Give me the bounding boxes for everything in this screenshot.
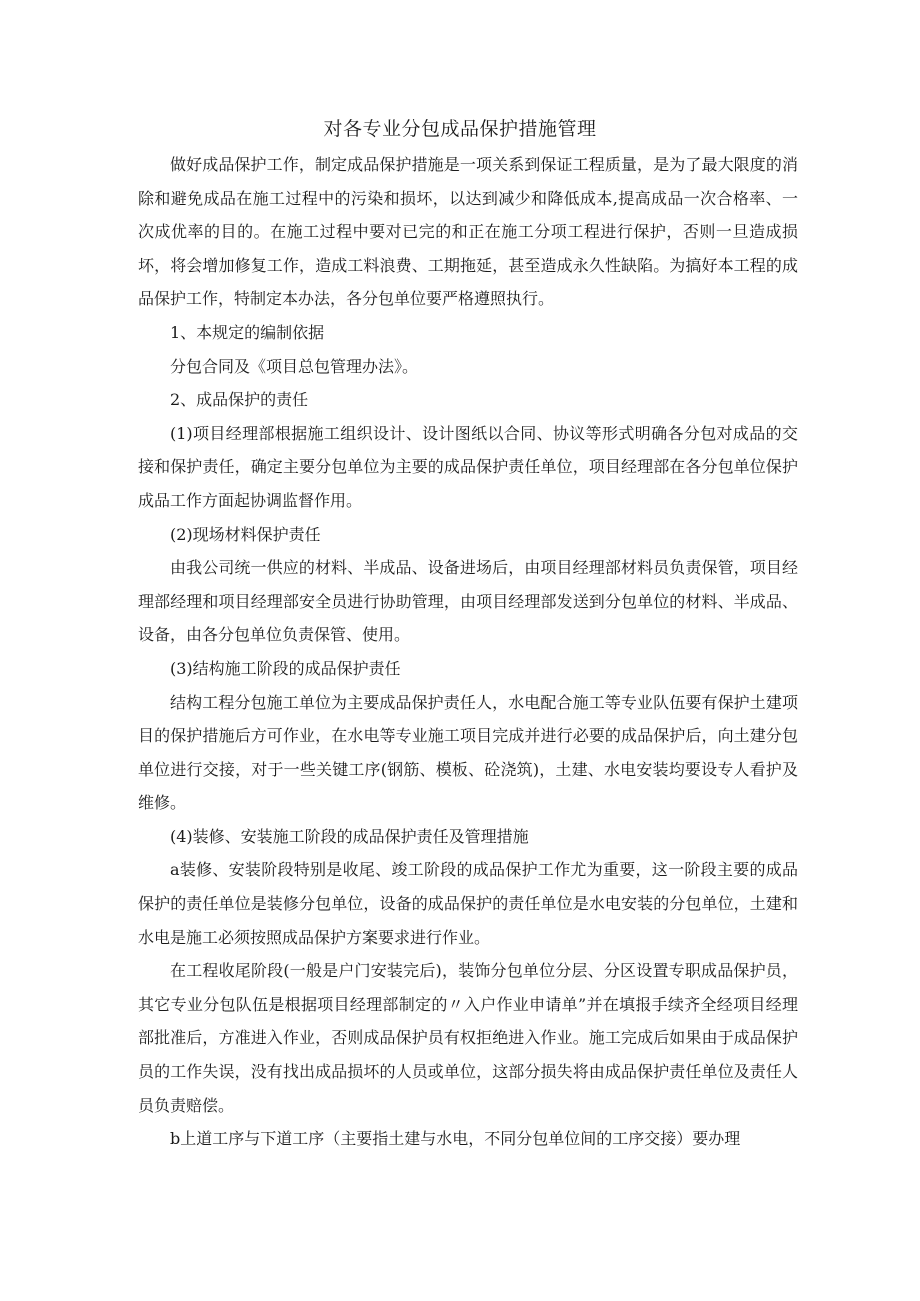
paragraph-item-b: b上道工序与下道工序（主要指土建与水电，不同分包单位间的工序交接）要办理 [170, 1129, 741, 1149]
paragraph-basis: 分包合同及《项目总包管理办法》。 [170, 356, 419, 376]
paragraph-closing-stage: 在工程收尾阶段(一般是户门安装完后)，装饰分包单位分层、分区设置专职成品保护员，其它专业分包队伍是根据项目经理部制定的〃入户作业申请单”并在填报手续齐全经项目经理部批准后，方准进入作业，否则成品保护员有权拒绝进入作业。施工完成后如果由于成品保护员的工作失误，没有找出成品损坏的人员或单位，这部分损失将由成品保护责任单位及责任人员负责赔偿。 [138, 961, 798, 1115]
section-heading-1: 1、本规定的编制依据 [170, 322, 325, 342]
paragraph-structure: 结构工程分包施工单位为主要成品保护责任人，水电配合施工等专业队伍要有保护土建项目的保护措施后方可作业，在水电等专业施工项目完成并进行必要的成品保护后，向土建分包单位进行交接，对于一些关键工序(钢筋、模板、砼浇筑)，土建、水电安装均要设专人看护及维修。 [138, 692, 798, 813]
paragraph-intro: 做好成品保护工作，制定成品保护措施是一项关系到保证工程质量，是为了最大限度的消除和避免成品在施工过程中的污染和损坏，以达到减少和降低成本,提高成品一次合格率、一次成优率的目的。在施工过程中要对已完的和正在施工分项工程进行保护，否则一旦造成损坏，将会增加修复工作，造成工料浪费、工期拖延，甚至造成永久性缺陷。为搞好本工程的成品保护工作，特制定本办法，各分包单位要严格遵照执行。 [138, 155, 798, 309]
paragraph-item-a: a装修、安装阶段特别是收尾、竣工阶段的成品保护工作尤为重要，这一阶段主要的成品保护的责任单位是装修分包单位，设备的成品保护的责任单位是水电安装的分包单位，土建和水电是施工必须按照成品保护方案要求进行作业。 [138, 860, 798, 947]
subheading-item-4: (4)装修、安装施工阶段的成品保护责任及管理措施 [170, 826, 529, 846]
document-title: 对各专业分包成品保护措施管理 [323, 118, 597, 140]
subheading-item-3: (3)结构施工阶段的成品保护责任 [170, 658, 401, 678]
section-heading-2: 2、成品保护的责任 [170, 390, 309, 410]
subheading-item-2: (2)现场材料保护责任 [170, 524, 321, 544]
paragraph-materials: 由我公司统一供应的材料、半成品、设备进场后，由项目经理部材料员负责保管，项目经理部经理和项目经理部安全员进行协助管理，由项目经理部发送到分包单位的材料、半成品、设备，由各分包单位负责保管、使用。 [138, 558, 798, 645]
paragraph-item-1: (1)项目经理部根据施工组织设计、设计图纸以合同、协议等形式明确各分包对成品的交接和保护责任，确定主要分包单位为主要的成品保护责任单位，项目经理部在各分包单位保护成品工作方面起协调监督作用。 [138, 423, 798, 510]
document-body [138, 148, 798, 1156]
